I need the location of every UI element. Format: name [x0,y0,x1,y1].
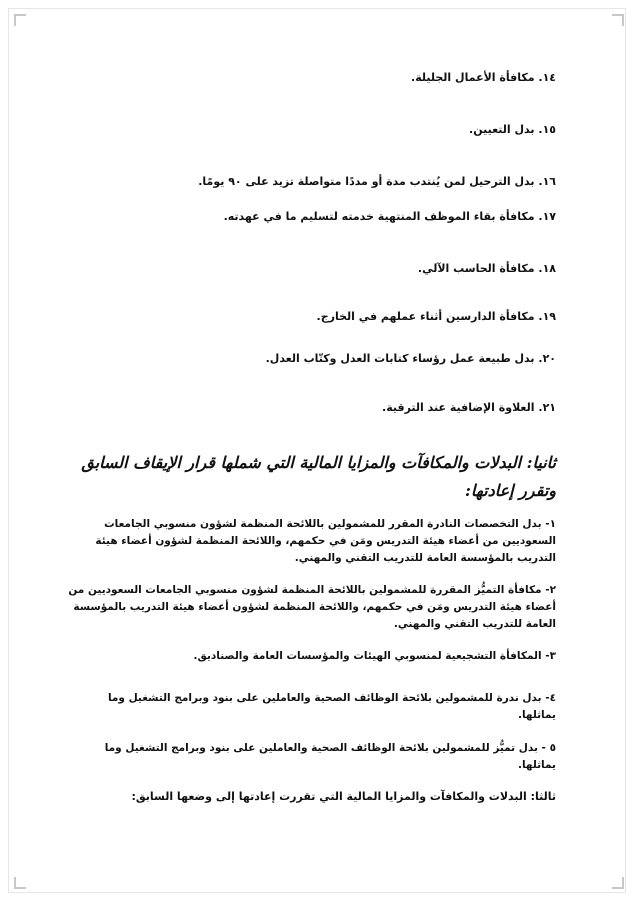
section-heading: ثانيا: البدلات والمكافآت والمزايا المالية التي شملها قرار الإيقاف السابق وتقرر إعادتها: [81,453,556,500]
list-item: ٢٠. بدل طبيعة عمل رؤساء كتابات العدل وكتّاب العدل. [265,352,556,365]
item-number: ١٦ [542,175,556,188]
item-text: العلاوة الإضافية عند الترقية. [382,401,535,414]
item-text: مكافأة الدارسين أثناء عملهم في الخارج. [316,310,535,323]
item-number: ١٨ [542,262,556,275]
item-text: بدل الترحيل لمن يُنتدب مدة أو مددًا متواصلة تزيد على ٩٠ يومًا. [198,175,535,188]
item-text: بدل طبيعة عمل رؤساء كتابات العدل وكتّاب العدل. [265,352,535,365]
corner-mark-bottom-left [14,877,26,889]
item-text: بدل التعيين. [469,123,535,136]
corner-mark-top-right [612,14,624,26]
corner-mark-top-left [14,14,26,26]
list-item: ١٨. مكافأة الحاسب الآلي. [417,262,556,275]
item-number: ١٩ [542,310,556,323]
section-item: ١- بدل التخصصات النادرة المقرر للمشمولين باللائحة المنظمة لشؤون منسوبي الجامعات السعوديين من أعضاء هيئة التدريس ومَن في حكمهم، واللائحة المنظمة لشؤون أعضاء هيئة التدريب بالمؤسسة العامة للتدريب التقني والمهني. [95,518,556,564]
list-item: ١٩. مكافأة الدارسين أثناء عملهم في الخارج. [316,310,556,323]
list-item: ٢١. العلاوة الإضافية عند الترقية. [382,401,556,414]
section-item: ٢- مكافأة التميُّز المقررة للمشمولين باللائحة المنظمة لشؤون منسوبي الجامعات السعوديين من أعضاء هيئة التدريس ومَن في حكمهم، واللائحة المنظمة لشؤون أعضاء هيئة التدريب بالمؤسسة العامة للتدريب التقني والمهني. [68,584,556,630]
list-item: ١٥. بدل التعيين. [469,123,556,136]
item-number: ١٧ [542,210,556,223]
item-text: مكافأة الحاسب الآلي. [417,262,535,275]
item-number: ١٥ [542,123,556,136]
item-text: مكافأة الأعمال الجليلة. [411,71,535,84]
list-item: ١٧. مكافأة بقاء الموظف المنتهية خدمته لتسليم ما في عهدته. [223,210,556,223]
section-item: ٥ - بدل تميُّز للمشمولين بلائحة الوظائف الصحية والعاملين على بنود وبرامج التشغيل وما يماثلها. [104,742,556,771]
corner-mark-bottom-right [612,877,624,889]
item-number: ٢١ [542,401,556,414]
section-item: ٤- بدل ندرة للمشمولين بلائحة الوظائف الصحية والعاملين على بنود وبرامج التشغيل وما يماثلها. [107,692,556,721]
section-item: ٣- المكافأة التشجيعية لمنسوبي الهيئات والمؤسسات العامة والصناديق. [193,650,556,662]
list-item: ١٤. مكافأة الأعمال الجليلة. [411,71,556,84]
list-item: ١٦. بدل الترحيل لمن يُنتدب مدة أو مددًا متواصلة تزيد على ٩٠ يومًا. [198,175,556,188]
section-heading: ثالثا: البدلات والمكافآت والمزايا المالية التي تقررت إعادتها إلى وضعها السابق: [131,790,556,803]
item-text: مكافأة بقاء الموظف المنتهية خدمته لتسليم ما في عهدته. [223,210,535,223]
item-number: ١٤ [542,71,556,84]
item-number: ٢٠ [542,352,556,365]
